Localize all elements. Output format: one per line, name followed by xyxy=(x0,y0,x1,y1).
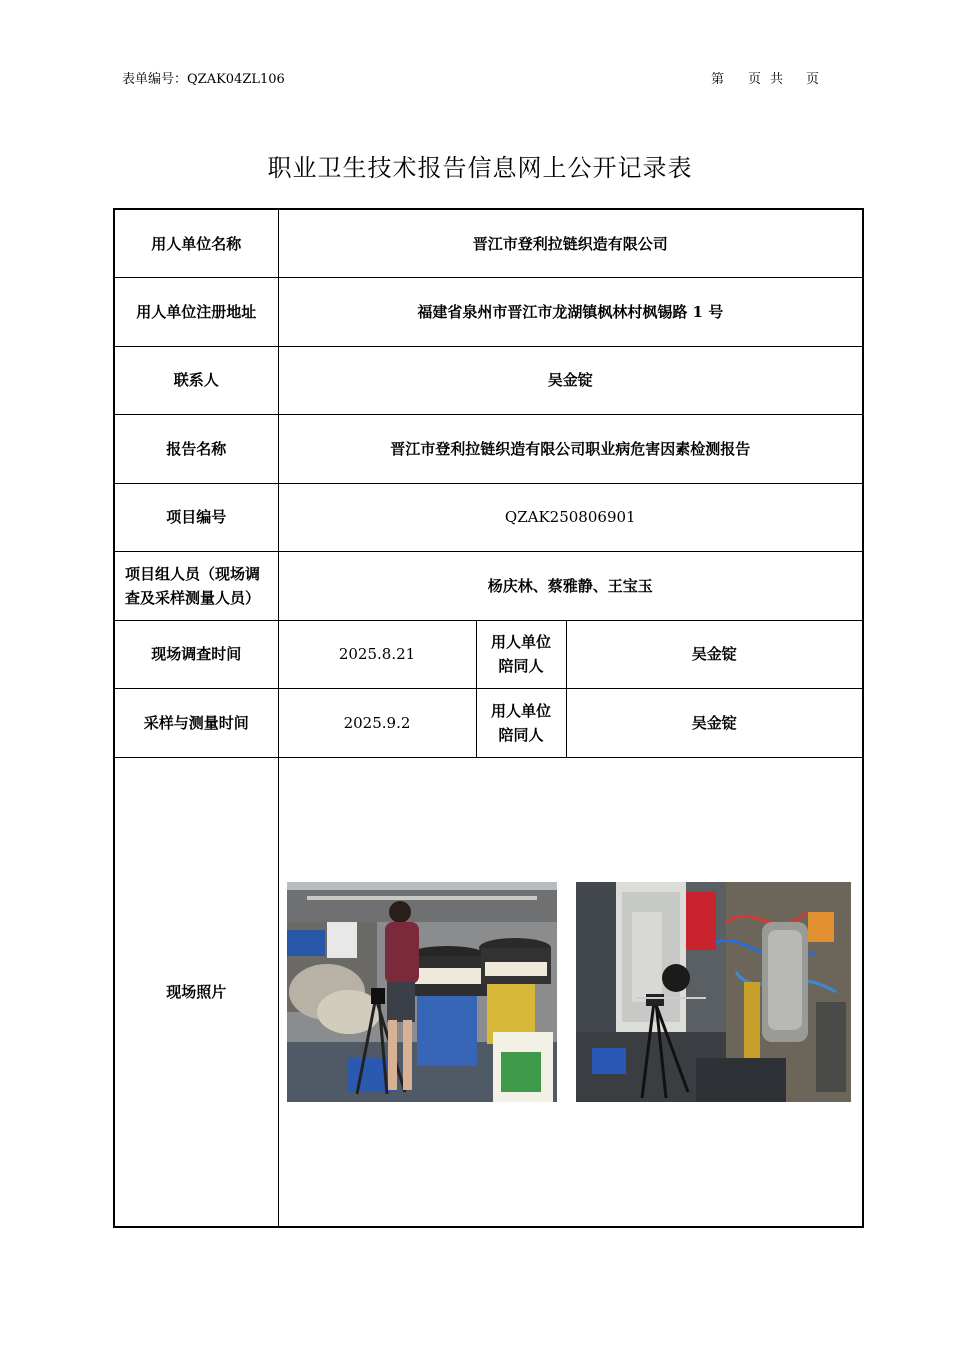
address-label: 用人单位注册地址 xyxy=(114,278,278,347)
survey-time-label: 现场调查时间 xyxy=(114,620,278,689)
project-no-value: QZAK250806901 xyxy=(278,483,863,552)
photos-cell xyxy=(278,757,863,1227)
row-report-name xyxy=(114,415,863,484)
row-project-no xyxy=(114,483,863,552)
contact-label: 联系人 xyxy=(114,346,278,415)
report-name-label: 报告名称 xyxy=(114,415,278,484)
page-gong: 共 xyxy=(770,72,784,87)
project-no-label: 项目编号 xyxy=(114,483,278,552)
employer-name-value: 晋江市登利拉链织造有限公司 xyxy=(278,209,863,278)
row-sampling-time xyxy=(114,689,863,758)
row-contact xyxy=(114,346,863,415)
companion-label-2: 用人单位陪同人 xyxy=(476,689,566,758)
companion-label-1: 用人单位陪同人 xyxy=(476,620,566,689)
row-team xyxy=(114,552,863,621)
form-code: 表单编号：QZAK04ZL106 xyxy=(122,72,285,87)
page-title: 职业卫生技术报告信息网上公开记录表 xyxy=(267,154,693,182)
page-number xyxy=(711,68,819,87)
site-photo-instrument xyxy=(576,882,851,1102)
photos-label: 现场照片 xyxy=(114,757,278,1227)
companion-value-2: 吴金锭 xyxy=(566,689,863,758)
sampling-time-label: 采样与测量时间 xyxy=(114,689,278,758)
report-name-value: 晋江市登利拉链织造有限公司职业病危害因素检测报告 xyxy=(278,415,863,484)
page-di: 第 xyxy=(711,72,725,87)
site-photo-worker xyxy=(287,882,557,1102)
address-value: 福建省泉州市晋江市龙湖镇枫林村枫锡路 1 号 xyxy=(278,278,863,347)
contact-value: 吴金锭 xyxy=(278,346,863,415)
page-ye: 页 xyxy=(748,72,762,87)
row-photos xyxy=(114,757,863,1227)
team-label: 项目组人员（现场调查及采样测量人员） xyxy=(114,552,278,621)
record-table xyxy=(113,208,864,1228)
survey-time-value: 2025.8.21 xyxy=(278,620,476,689)
employer-name-label: 用人单位名称 xyxy=(114,209,278,278)
sampling-time-value: 2025.9.2 xyxy=(278,689,476,758)
row-address xyxy=(114,278,863,347)
row-survey-time xyxy=(114,620,863,689)
row-employer-name xyxy=(114,209,863,278)
companion-value-1: 吴金锭 xyxy=(566,620,863,689)
page-ye-total: 页 xyxy=(806,72,820,87)
team-value: 杨庆林、蔡雅静、王宝玉 xyxy=(278,552,863,621)
